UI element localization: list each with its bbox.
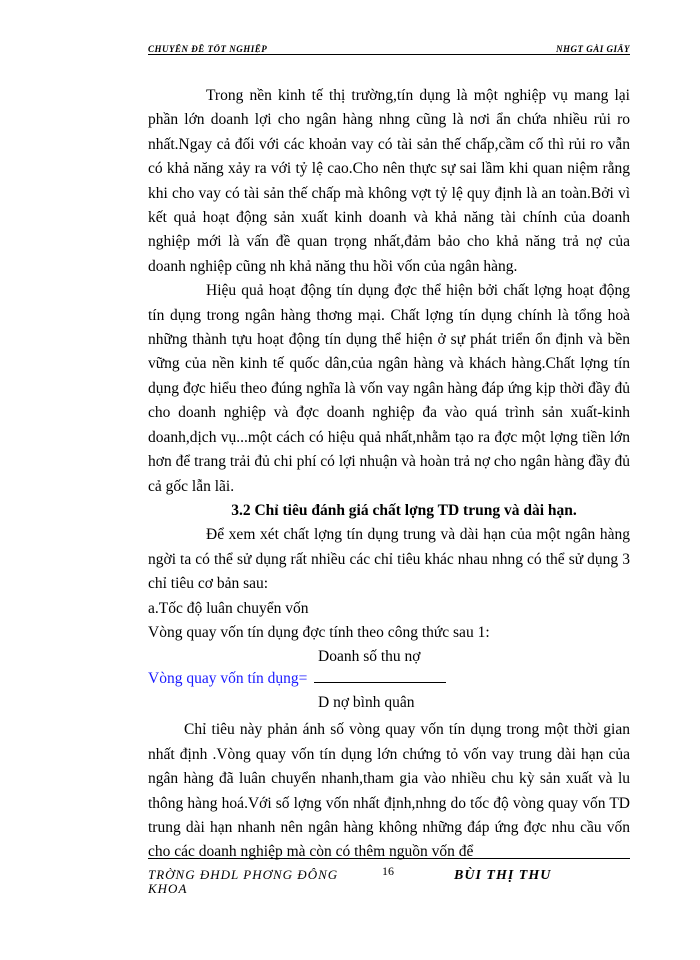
- page-body: [148, 84, 630, 865]
- paragraph-1: Trong nền kinh tế thị trường,tín dụng là một nghiệp vụ mang lại phần lớn doanh lợi cho ngân hàng nhng cũng là nơi ẩn chứa nhiều rủi ro nhất.Ngay cả đối với các khoản vay có tài sản thế chấp,cầm cố thì rủi ro vẫn có khả năng xảy ra với tỷ lệ cao.Cho nên thực sự sai lầm khi quan niệm rằng khi cho vay có tài sản thế chấp mà không vợt tỷ lệ quy định là an toàn.Bởi vì kết quả hoạt động sản xuất kinh doanh và khả năng tài chính của doanh nghiệp mới là vấn đề quan trọng nhất,đảm bảo cho khả năng trả nợ của doanh nghiệp cũng nh khả năng thu hồi vốn của ngân hàng.: [148, 87, 630, 275]
- formula-numerator: Doanh số thu nợ: [318, 648, 421, 666]
- formula-denominator: D nợ bình quân: [318, 694, 415, 712]
- closing-paragraph: Chỉ tiêu này phản ánh số vòng quay vốn tín dụng trong một thời gian nhất định .Vòng quay vốn tín dụng lớn chứng tỏ vốn vay trung dài hạn của ngân hàng đã luân chuyển nhanh,tham gia vào nhiều chu kỳ sản xuất và lu thông hàng hoá.Với số lợng vốn nhất định,nhng do tốc độ vòng quay vốn TD trung dài hạn nhanh nên ngân hàng không những đáp ứng đợc nhu cầu vốn cho các doanh nghiệp mà còn có thêm nguồn vốn để: [148, 721, 630, 861]
- paragraph-2: Hiệu quả hoạt động tín dụng đợc thể hiện bởi chất lợng hoạt động tín dụng trong ngân hàng thơng mại. Chất lợng tín dụng chính là tổng hoà những thành tựu hoạt động tín dụng thể hiện ở sự phát triển ổn định và bền vững của nền kinh tế quốc dân,của ngân hàng và khách hàng.Chất lợng tín dụng đợc hiểu theo đúng nghĩa là vốn vay ngân hàng đáp ứng kịp thời đầy đủ cho doanh nghiệp và đợc doanh nghiệp đa vào quá trình sản xuất-kinh doanh,dịch vụ...một cách có hiệu quả nhất,nhằm tạo ra đợc một lợng tiền lớn hơn để trang trải đủ chi phí có lợi nhuận và hoàn trả nợ cho ngân hàng đầy đủ cả gốc lẫn lãi.: [148, 282, 630, 495]
- formula-label: Vòng quay vốn tín dụng=: [148, 670, 308, 688]
- intro-paragraph: Để xem xét chất lợng tín dụng trung và dài hạn của một ngân hàng ngời ta có thể sử dụng rất nhiều các chỉ tiêu khác nhau nhng có thể sử dụng 3 chỉ tiêu cơ bản sau:: [148, 526, 630, 593]
- page-header: [148, 40, 630, 60]
- formula-intro: Vòng quay vốn tín dụng đợc tính theo công thức sau 1:: [148, 623, 490, 641]
- fraction-bar: [314, 682, 446, 683]
- formula: [148, 645, 630, 718]
- page-number: 16: [382, 864, 394, 878]
- footer-right-text: BÙI THỊ THU: [454, 868, 552, 883]
- page-footer: [148, 858, 630, 928]
- header-rule: [148, 54, 630, 55]
- header-right-text: NHGT GÀI GIẤY: [555, 44, 630, 53]
- section-title: 3.2 Chỉ tiêu đánh giá chất lợng TD trung và dài hạn.: [231, 501, 577, 519]
- header-left-text: CHUYÊN ĐỀ TỐT NGHIỆP: [148, 44, 268, 53]
- footer-left-text: TRỜNG ĐHDL PHƠNG ĐÔNG KHOA: [148, 868, 339, 894]
- subheading: a.Tốc độ luân chuyển vốn: [148, 599, 309, 617]
- footer-rule: [148, 858, 630, 859]
